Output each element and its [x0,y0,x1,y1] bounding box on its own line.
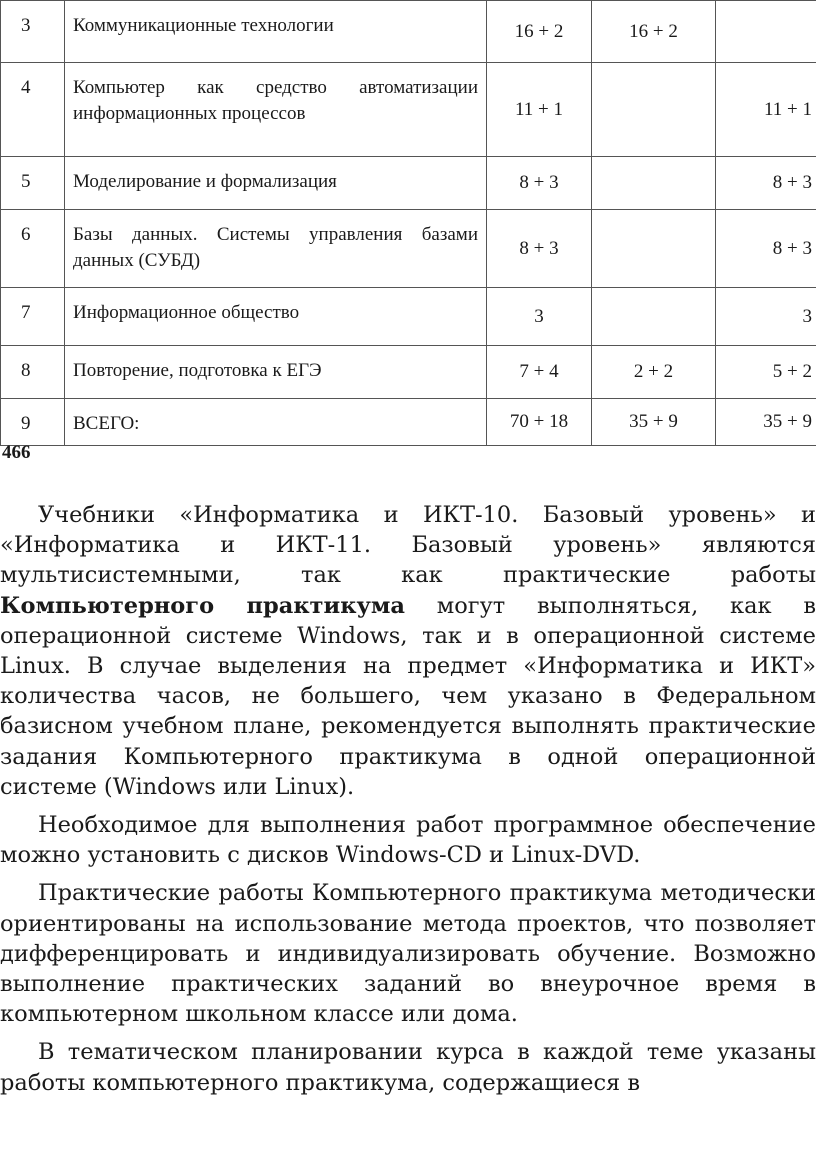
topic-cell: Повторение, подготовка к ЕГЭ [65,346,487,399]
paragraph-multisystem [0,500,816,802]
paragraph-1-text-b: могут выполняться, как в операционной системе Windows, так и в операционной системе Linux. В случае выделения на предмет «Информатика и ИКТ» количества часов, не большего, чем указано в Федеральном базисном учебном плане, рекомендуется выполнять практические задания Компьютерного практикума в одной операционной системе (Windows или Linux). [0,592,816,800]
row-number-cell: 6 [1,210,65,288]
table-row [1,399,816,446]
grade-11-hours-cell [716,1,816,63]
grade-11-hours-cell: 11 + 1 [716,63,816,157]
grade-10-hours-cell [592,63,716,157]
topic-cell: Коммуникационные технологии [65,1,487,63]
topic-cell: Информационное общество [65,288,487,346]
total-hours-cell: 16 + 2 [487,1,592,63]
paragraph-software: Необходимое для выполнения работ программное обеспечение можно установить с дисков Windows-CD и Linux-DVD. [0,812,816,869]
grade-10-hours-cell: 35 + 9 [592,399,716,446]
row-number-cell: 4 [1,63,65,157]
curriculum-table-wrapper [0,0,816,446]
total-hours-cell: 8 + 3 [487,210,592,288]
topic-cell: Базы данных. Системы управления базами данных (СУБД) [65,210,487,288]
table-row [1,346,816,399]
curriculum-table-body [1,1,816,446]
row-number-cell: 9 [1,399,65,446]
grade-10-hours-cell [592,157,716,210]
row-number-cell: 5 [1,157,65,210]
row-number-cell: 3 [1,1,65,63]
grade-10-hours-cell: 2 + 2 [592,346,716,399]
paragraph-thematic-planning: В тематическом планировании курса в каждой теме указаны работы компьютерного практикума, содержащиеся в [0,1039,816,1096]
row-number-cell: 7 [1,288,65,346]
table-row [1,288,816,346]
grade-10-hours-cell: 16 + 2 [592,1,716,63]
paragraph-projects: Практические работы Компьютерного практикума методически ориентированы на использование метода проектов, что позволяет дифференцировать и индивидуализировать обучение. Возможно выполнение практических заданий во внеурочное время в компьютерном школьном классе или дома. [0,880,816,1028]
total-hours-cell: 7 + 4 [487,346,592,399]
curriculum-table [0,0,816,446]
grade-10-hours-cell [592,210,716,288]
paragraph-1-bold-term: Компьютерного практикума [0,592,405,619]
topic-cell: Компьютер как средство автоматизации информационных процессов [65,63,487,157]
table-row [1,1,816,63]
page-number: 466 [2,442,31,463]
body-text [0,500,816,1106]
table-row [1,63,816,157]
table-row [1,210,816,288]
topic-cell: Моделирование и формализация [65,157,487,210]
total-hours-cell: 8 + 3 [487,157,592,210]
total-hours-cell: 11 + 1 [487,63,592,157]
grade-11-hours-cell: 5 + 2 [716,346,816,399]
grade-11-hours-cell: 3 [716,288,816,346]
grade-11-hours-cell: 8 + 3 [716,157,816,210]
table-row [1,157,816,210]
total-hours-cell: 3 [487,288,592,346]
paragraph-1-text-a: Учебники «Информатика и ИКТ-10. Базовый уровень» и «Информатика и ИКТ-11. Базовый уровень» являются мультисистемными, так как практические работы [0,502,816,589]
topic-cell: ВСЕГО: [65,399,487,446]
total-hours-cell: 70 + 18 [487,399,592,446]
grade-11-hours-cell: 8 + 3 [716,210,816,288]
grade-10-hours-cell [592,288,716,346]
row-number-cell: 8 [1,346,65,399]
grade-11-hours-cell: 35 + 9 [716,399,816,446]
